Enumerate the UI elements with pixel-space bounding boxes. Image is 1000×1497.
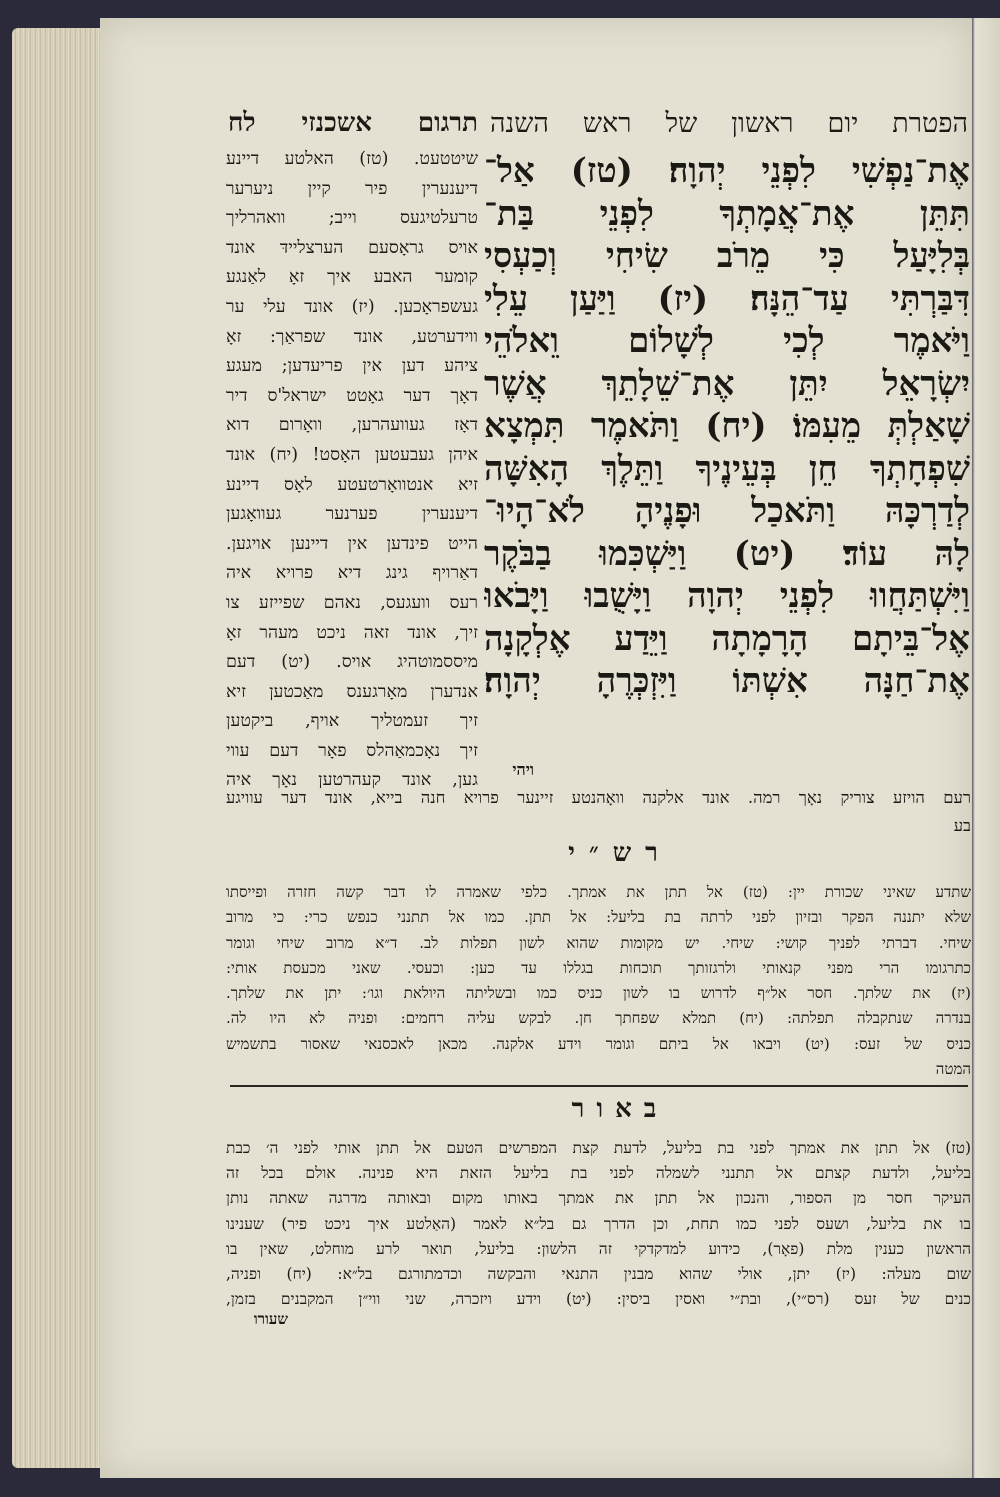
targum-line: זיך נאָכמאַהלס פאָר דעם עווי xyxy=(226,740,478,761)
main-text-line: יִשְׂרָאֵל יִתֵּן אֶת־שֵׁלָתֵךְ אֲשֶׁר xyxy=(484,363,970,404)
targum-line: דיענערין פיר קיין ניערער xyxy=(226,178,478,199)
rashi-title: רש״י xyxy=(568,838,672,868)
biur-line: בו את בליעל, ושעס לפני כמו תחת, וכן הדרך גם בל״א לאמר (האַלטע איך ניכט פיר) שענינו xyxy=(226,1214,971,1233)
targum-line: איהן געבעטען האָסט! (יח) אונד xyxy=(226,444,478,465)
targum-line: קומער האבע איך זאָ לאַנגע xyxy=(226,267,478,288)
targum-line: דאַרויף גינג דיא פרויא איה xyxy=(226,563,478,584)
targum-line: ציהע דען אין פריעדען; מעגע xyxy=(226,356,478,377)
targum-line: שיטטעט. (טז) האלטע דיינע xyxy=(226,149,478,169)
rashi-line: שלא יתננה הפקר ובזיון לפני לרתה בת בליעל: אל תתן. כמו אל תתנני כנפש כרי: כי מרוב xyxy=(226,908,971,927)
main-text-line: בְּלִיָּעַל כִּי מֵרֹב שִׂיחִי וְכַעְסִי xyxy=(484,236,970,276)
targum-line: הייט פינדען אין דיינען אויגען. xyxy=(226,533,478,554)
main-text-line: לְדַרְכָּהּ וַתֹּאכַל וּפָנֶיהָ לֹא־הָיוּ־ xyxy=(484,491,970,531)
main-text-line: דִּבַּרְתִּי עַד־הֵנָּה׃ (יז) וַיַּעַן עֵלִי xyxy=(484,278,970,319)
targum-line: אויס גראָסעם הערצליידּ אונד xyxy=(226,237,478,258)
targum-line: זיך, אונד זאה ניכט מעהר זאָ xyxy=(226,622,478,643)
rashi-line: שתדע שאיני שכורת יין: (טז) אל תתן את אמתך. כלפי שאמרה לו דבר קשה חזרה ופייסתו xyxy=(226,883,971,901)
main-catchword: ויהי xyxy=(512,760,534,779)
main-text-line: אֶת־נַפְשִׁי לִפְנֵי יְהוָה׃ (טז) אַל־ xyxy=(484,151,970,191)
targum-header: תרגום אשכנזי לח xyxy=(228,108,478,138)
facing-page-edge xyxy=(972,18,1000,1478)
main-text-line: לָהּ עוֹד׃ (יט) וַיַּשְׁכִּמוּ בַבֹּקֶר xyxy=(484,533,970,574)
main-text-line: תִּתֵּן אֶת־אֲמָתְךָ לִפְנֵי בַּת־ xyxy=(484,193,970,234)
targum-line: דאָך דער גאָטט ישראל'ס דיר xyxy=(226,385,478,406)
targum-cont-line: רעם הויזע צוריק נאָך רמה. אונד אלקנה וואָהנטע זיינער פרויא חנה בייא, אונד דער עוויגע xyxy=(226,788,971,807)
targum-line: ווידערטע, אונד שפראַך: זאָ xyxy=(226,326,478,347)
targum-line: דיענערין פערנער געוואָגען xyxy=(226,504,478,525)
targum-line: גען, אונד קעהרטען נאָך איה xyxy=(226,770,478,791)
biur-line: העיקר חסר מן הספור, והנכון אל תתן את אמתך באותו מקום ובאותה מדרגה שאתה נותן xyxy=(226,1189,971,1208)
section-divider xyxy=(230,1085,968,1087)
targum-cont-line: בע xyxy=(953,816,971,835)
targum-continuation xyxy=(226,784,971,840)
main-text-line: וַיֹּאמֶר לְכִי לְשָׁלוֹם וֵאלֹהֵי xyxy=(484,321,970,361)
page-edge xyxy=(12,28,112,1468)
targum-line: טרעלטיגעס וייב; וואהרליך xyxy=(226,208,478,229)
main-text-line: וַיִּשְׁתַּחֲווּ לִפְנֵי יְהוָה וַיָּשֻׁבוּ וַיָּבֹאוּ xyxy=(484,576,970,616)
targum-column xyxy=(226,145,478,796)
main-text-line: אֶל־בֵּיתָם הָרָמָתָה וַיֵּדַע אֶלְקָנָה xyxy=(484,618,970,659)
rashi-line: בנדרה שנתקבלה תפלתה: (יח) תמלא שפחתך חן. לבקש עליה רחמים: ופניה לא היו לה. xyxy=(226,1009,971,1028)
rashi-line: כניס של זעס: (יט) ויבאו אל ביתם וגומר וידע אלקנה. מכאן לאכסנאי שאסור בתשמיש xyxy=(226,1034,971,1053)
main-text-line: אֶת־חַנָּה אִשְׁתּוֹ וַיִּזְכְּרֶהָ יְהוָה׃ xyxy=(484,661,970,701)
running-header: הפטרת יום ראשון של ראש השנה xyxy=(490,108,968,139)
biur-line: הראשון כענין מלת (פאָר), כידוע למדקדקי זה הלשון: בליעל, תואר לרע מוחלט, שאין בו xyxy=(226,1239,971,1258)
biur-commentary xyxy=(226,1136,971,1312)
rashi-line: (יז) את שלתך. חסר אל״ף לדרוש בו לשון כניס כמו ובשליתה היולאת וגו׳: יתן את שלתך. xyxy=(226,984,971,1003)
biur-line: כנים של זעס (רס״י), ובת״י ואסין ביסין: (יט) וידע ויזכרה, שני ווי״ן המקבנים בזמן, xyxy=(226,1290,971,1309)
rashi-commentary xyxy=(226,880,971,1082)
main-text-line: שִׁפְחָתְךָ חֵן בְּעֵינֶיךָ וַתֵּלֶךְ הָאִשָּׁה xyxy=(484,448,970,489)
biur-line: שום מעלה: (יז) יתן, אולי שהוא מבנין התנאי והבקשה וכדמתורגם בל״א: (יח) ופניה, xyxy=(226,1264,971,1283)
rashi-line: כתרגומו הרי מפני קנאותי ולרגזותך תוכחות בגללו עד כען: וכעסי. שאני מכעסת אותי: xyxy=(226,958,971,977)
targum-line: זיא אנטוואָרטעטע לאָס דיינע xyxy=(226,474,478,495)
targum-line: דאָז געוועהרען, וואָרום דוא xyxy=(226,415,478,436)
rashi-line: שיחי. דברתי לפניך קושי: שיחי. יש מקומות שהוא לשון תפלות לב. ד״א מרוב שיחי וגומר xyxy=(226,933,971,952)
main-hebrew-text xyxy=(484,150,970,703)
biur-line: בליעל, ולדעת קצתם אל תתנני לשמלה לפני בת בליעל הזאת היא פנינה. אולם בכל זה xyxy=(226,1164,971,1183)
biur-line: (טז) אל תתן את אמתך לפני בת בליעל, לדעת קצת המפרשים הטעם אל תתן אותי לפני ה׳ כבת xyxy=(226,1139,971,1157)
targum-line: מיססמוטהיג אויס. (יט) דעם xyxy=(226,652,478,673)
main-text-line: שָׁאַלְתְּ מֵעִמּוֹ׃ (יח) וַתֹּאמֶר תִּמְצָא xyxy=(484,406,970,446)
targum-line: רעס וועגעס, נאהם שפייזע צו xyxy=(226,592,478,613)
rashi-line: המטה xyxy=(935,1060,971,1079)
biur-title: באור xyxy=(571,1094,669,1124)
biur-catchword: שעורו xyxy=(253,1310,288,1328)
targum-line: זיך זעמטליך אויף, ביקטען xyxy=(226,711,478,732)
targum-line: געשפראָכען. (יז) אונד עלי ער xyxy=(226,296,478,317)
targum-line: אנדערן מאָרגענס מאַכטען זיא xyxy=(226,681,478,702)
